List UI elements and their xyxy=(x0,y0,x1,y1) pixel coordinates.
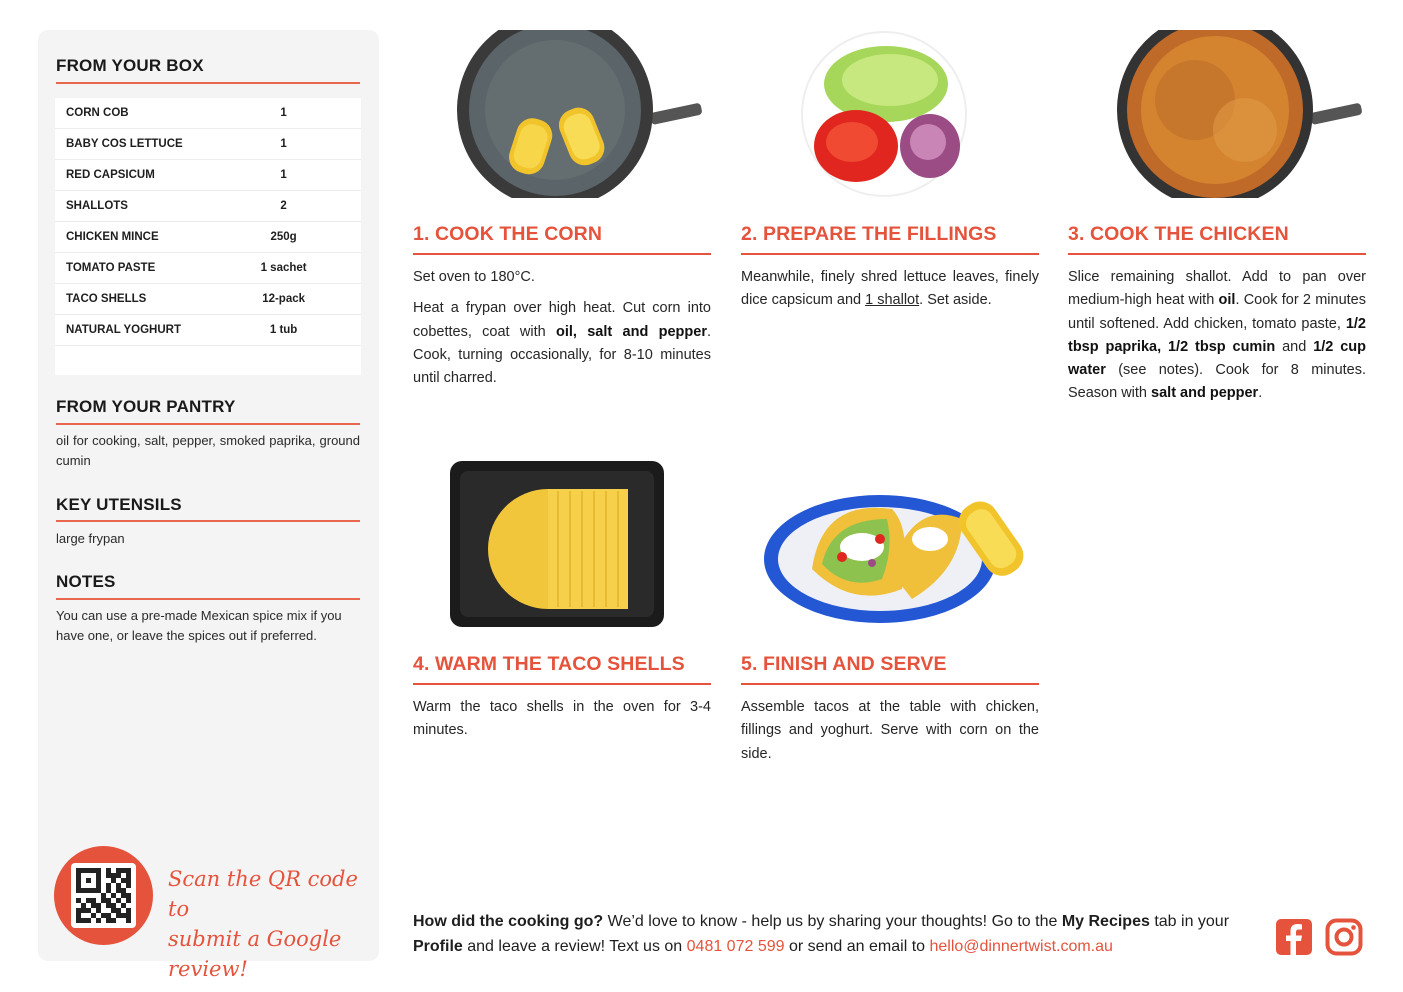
step-1-body xyxy=(413,266,711,398)
step-5-para: Assemble tacos at the table with chicken, fillings and yoghurt. Serve with corn on the side. xyxy=(741,699,1039,762)
qr-caption-line1: Scan the QR code to xyxy=(168,867,358,921)
step-1-text: Heat a frypan over high heat. Cut corn into cobettes, coat with xyxy=(413,300,711,340)
tacos-basket-image xyxy=(762,459,1026,629)
step-3-para xyxy=(1068,266,1366,406)
step-3-title: 3. COOK THE CHICKEN xyxy=(1068,223,1289,245)
step-2-title: 2. PREPARE THE FILLINGS xyxy=(741,223,997,245)
step-3-text: . xyxy=(1258,385,1263,402)
step-4-body xyxy=(413,696,711,751)
footer-text: and leave a review! Text us on xyxy=(462,938,687,955)
ingredient-qty: 1 xyxy=(280,138,287,150)
ingredient-row xyxy=(55,222,361,253)
ingredient-name: NATURAL YOGHURT xyxy=(66,324,181,336)
step-4-para: Warm the taco shells in the oven for 3-4 minutes. xyxy=(413,699,711,739)
ingredient-name: CHICKEN MINCE xyxy=(66,231,159,243)
ingredient-row xyxy=(55,253,361,284)
heading-rule xyxy=(56,520,360,522)
ingredient-name: SHALLOTS xyxy=(66,200,128,212)
ingredients-sidebar xyxy=(38,30,379,981)
step-5-body xyxy=(741,696,1039,774)
utensils-text: large frypan xyxy=(56,531,125,546)
step-3-text: and xyxy=(1275,338,1314,355)
ingredient-qty: 1 sachet xyxy=(260,262,307,274)
phone-link[interactable]: 0481 072 599 xyxy=(686,938,785,955)
fillings-plate-image xyxy=(800,30,968,198)
step-2-underlined: 1 shallot xyxy=(865,292,920,309)
qr-code-icon[interactable] xyxy=(71,863,136,928)
step-4-title: 4. WARM THE TACO SHELLS xyxy=(413,653,685,675)
utensils-heading: KEY UTENSILS xyxy=(56,495,182,514)
footer-text: tab in your xyxy=(1149,913,1230,930)
ingredient-name: RED CAPSICUM xyxy=(66,169,155,181)
ingredient-qty: 1 xyxy=(280,107,287,119)
ingredient-qty: 1 xyxy=(280,169,287,181)
step-2-text: Meanwhile, finely shred lettuce leaves, finely dice capsicum and xyxy=(741,269,1039,309)
ingredient-row xyxy=(55,129,361,160)
ingredient-qty: 12-pack xyxy=(262,293,306,305)
ingredient-row xyxy=(55,160,361,191)
ingredient-qty: 250g xyxy=(270,231,297,243)
step-3-bold: 1/2 tbsp paprika, 1/2 tbsp cumin xyxy=(1068,315,1366,355)
ingredient-name: TACO SHELLS xyxy=(66,293,147,305)
ingredient-name: CORN COB xyxy=(66,107,129,119)
footer-text: We’d love to know - help us by sharing your thoughts! Go to the xyxy=(603,913,1062,930)
step-3-text: (see notes). Cook for 8 minutes. Season with xyxy=(1068,362,1366,402)
footer-text: or send an email to xyxy=(784,938,930,955)
qr-caption xyxy=(168,864,368,984)
qr-caption-line2: submit a Google review! xyxy=(168,927,342,981)
step-4-rule xyxy=(413,683,711,685)
heading-rule xyxy=(56,598,360,600)
step-5-title: 5. FINISH AND SERVE xyxy=(741,653,947,675)
footer-question: How did the cooking go? xyxy=(413,913,604,930)
notes-text: You can use a pre-made Mexican spice mix if you have one, or leave the spices out if preferred. xyxy=(56,608,342,643)
step-3-text: . Cook for 2 minutes until softened. Add chicken, tomato paste, xyxy=(1068,292,1366,332)
facebook-icon[interactable] xyxy=(1275,918,1313,956)
corn-pan-image xyxy=(445,30,705,198)
chicken-pan-image xyxy=(1105,30,1365,198)
ingredient-qty: 1 tub xyxy=(269,324,298,336)
step-2-rule xyxy=(741,253,1039,255)
ingredient-name: BABY COS LETTUCE xyxy=(66,138,183,150)
step-1-para-2 xyxy=(413,297,711,390)
ingredient-row xyxy=(55,284,361,315)
from-your-box-heading: FROM YOUR BOX xyxy=(56,56,204,75)
instagram-icon[interactable] xyxy=(1325,918,1363,956)
ingredient-name: TOMATO PASTE xyxy=(66,262,156,274)
qr-code-badge[interactable] xyxy=(54,846,153,945)
pantry-heading: FROM YOUR PANTRY xyxy=(56,397,236,416)
ingredient-row xyxy=(55,98,361,129)
footer-bold: Profile xyxy=(413,938,463,955)
heading-rule xyxy=(56,423,360,425)
ingredient-row xyxy=(55,191,361,222)
step-1-para-1: Set oven to 180°C. xyxy=(413,269,535,285)
step-2-para xyxy=(741,266,1039,313)
step-3-bold: salt and pepper xyxy=(1151,385,1259,402)
email-link[interactable]: hello@dinnertwist.com.au xyxy=(929,938,1113,955)
step-5-rule xyxy=(741,683,1039,685)
notes-heading: NOTES xyxy=(56,572,116,591)
step-3-bold: oil xyxy=(1218,292,1236,309)
box-ingredients-table xyxy=(55,98,361,375)
step-1-title: 1. COOK THE CORN xyxy=(413,223,603,245)
step-3-rule xyxy=(1068,253,1366,255)
step-1-text: . Cook, turning occasionally, for 8-10 minutes until charred. xyxy=(413,323,712,387)
pantry-text: oil for cooking, salt, pepper, smoked paprika, ground cumin xyxy=(56,433,360,468)
feedback-footer xyxy=(413,909,1263,959)
ingredient-row xyxy=(55,315,361,346)
heading-rule xyxy=(56,82,360,84)
step-3-body xyxy=(1068,266,1366,414)
step-2-text: . Set aside. xyxy=(919,292,992,309)
step-3-bold: 1/2 cup water xyxy=(1068,338,1367,379)
ingredient-qty: 2 xyxy=(280,200,287,212)
taco-tray-image xyxy=(448,459,666,629)
step-3-text: Slice remaining shallot. Add to pan over medium-high heat with xyxy=(1068,269,1366,309)
footer-bold: My Recipes xyxy=(1061,913,1150,930)
step-2-body xyxy=(741,266,1039,321)
step-1-bold: oil, salt and pepper xyxy=(555,323,707,340)
step-1-rule xyxy=(413,253,711,255)
